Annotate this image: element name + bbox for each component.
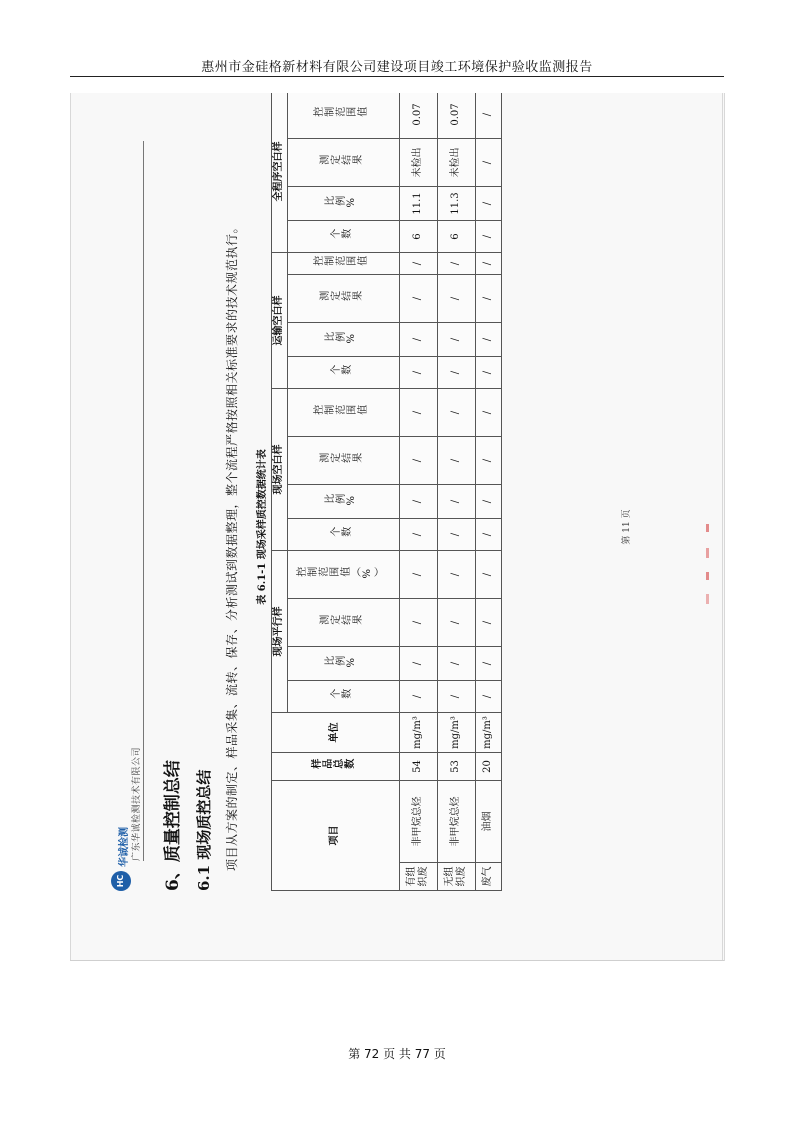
logo-text: 华诚检测 — [119, 827, 130, 867]
cell: / — [475, 389, 501, 437]
cell: / — [475, 253, 501, 275]
cell: / — [399, 681, 437, 713]
cell: / — [475, 681, 501, 713]
cell: / — [437, 275, 475, 323]
sub-result: 测定结果 — [287, 139, 399, 187]
cell: 未检出 — [399, 139, 437, 187]
row-item: 油烟 — [475, 781, 501, 863]
cell: / — [475, 485, 501, 519]
section-title: 6、质量控制总结 — [163, 760, 183, 891]
report-header-title: 惠州市金硅格新材料有限公司建设项目竣工环境保护验收监测报告 — [201, 60, 593, 75]
cell: / — [475, 139, 501, 187]
scan-edge-rule — [722, 93, 723, 961]
cell: 11.1 — [399, 187, 437, 221]
header-rule — [70, 76, 724, 77]
row-unit: mg/m³ — [437, 713, 475, 753]
row-category: 废气 — [475, 863, 501, 891]
cell: / — [475, 647, 501, 681]
header-item: 项目 — [272, 781, 400, 891]
cell: / — [475, 519, 501, 551]
cell: 6 — [399, 221, 437, 253]
sub-ratio: 比例% — [287, 323, 399, 357]
header-full-blank-group: 全程序空白样 — [272, 93, 288, 253]
table-row — [475, 93, 501, 891]
cell: / — [475, 551, 501, 599]
stamp-dash — [706, 594, 709, 604]
cell: / — [437, 519, 475, 551]
logo-badge-icon: HC — [111, 871, 131, 891]
row-unit: mg/m³ — [399, 713, 437, 753]
row-total: 54 — [399, 753, 437, 781]
cell: / — [437, 323, 475, 357]
sub-result: 测定结果 — [287, 437, 399, 485]
cell: / — [475, 357, 501, 389]
scan-bottom-rule — [70, 960, 724, 961]
qc-statistics-table — [271, 93, 502, 891]
intro-paragraph: 项目从方案的制定、样品采集、流转、保存、分析测试到数据整理，整个流程严格按照相关标准要求的技术规范执行。 — [225, 220, 239, 871]
table-caption: 表 6.1-1 现场采样质控数据统计表 — [257, 449, 268, 605]
sub-control: 控制范围值 — [287, 93, 399, 139]
sub-result: 测定结果 — [287, 275, 399, 323]
scanned-page — [70, 93, 725, 961]
sub-control: 控制范围值 — [287, 253, 399, 275]
cell: / — [475, 187, 501, 221]
sub-control-pct: 控制范围值（%） — [287, 551, 399, 599]
cell: 0.07 — [437, 93, 475, 139]
cell: / — [437, 389, 475, 437]
table-header-row — [272, 93, 288, 891]
cell: / — [475, 599, 501, 647]
cell: / — [399, 519, 437, 551]
sub-count: 个数 — [287, 519, 399, 551]
cell: / — [399, 485, 437, 519]
sub-ratio: 比例% — [287, 485, 399, 519]
company-rule — [143, 141, 144, 861]
header-unit: 单位 — [272, 713, 400, 753]
cell: / — [437, 437, 475, 485]
row-category: 无组织废 — [437, 863, 475, 891]
stamp-dash — [706, 572, 709, 580]
scan-page-number: 第 11 页 — [622, 509, 632, 545]
cell: / — [475, 275, 501, 323]
cell: / — [437, 485, 475, 519]
row-total: 20 — [475, 753, 501, 781]
sub-ratio: 比例% — [287, 647, 399, 681]
cell: / — [437, 647, 475, 681]
sub-result: 测定结果 — [287, 599, 399, 647]
cell: / — [475, 221, 501, 253]
sub-count: 个数 — [287, 221, 399, 253]
cell: / — [475, 437, 501, 485]
page-footer: 第 72 页 共 77 页 — [348, 1047, 446, 1061]
cell: 0.07 — [399, 93, 437, 139]
header-sample-total: 样品总数 — [272, 753, 400, 781]
cell: / — [399, 389, 437, 437]
cell: 11.3 — [437, 187, 475, 221]
header-parallel-group: 现场平行样 — [272, 551, 288, 713]
row-item: 非甲烷总烃 — [399, 781, 437, 863]
cell: / — [399, 437, 437, 485]
red-stamp-edge-mark — [705, 520, 711, 610]
table-row — [399, 93, 437, 891]
cell: / — [399, 323, 437, 357]
cell: / — [437, 357, 475, 389]
cell: / — [475, 323, 501, 357]
stamp-dash — [706, 524, 709, 532]
cell: / — [437, 681, 475, 713]
header-transport-blank-group: 运输空白样 — [272, 253, 288, 389]
cell: / — [399, 253, 437, 275]
cell: 6 — [437, 221, 475, 253]
company-name: 广东华诚检测技术有限公司 — [132, 746, 142, 861]
cell: / — [437, 551, 475, 599]
header-field-blank-group: 现场空白样 — [272, 389, 288, 551]
table-row — [437, 93, 475, 891]
cell: / — [475, 93, 501, 139]
row-total: 53 — [437, 753, 475, 781]
cell: / — [437, 253, 475, 275]
rotated-scan-content — [71, 93, 724, 961]
sub-count: 个数 — [287, 357, 399, 389]
row-category: 有组织废 — [399, 863, 437, 891]
cell: / — [399, 275, 437, 323]
cell: / — [399, 647, 437, 681]
stamp-dash — [706, 548, 709, 558]
subsection-title: 6.1 现场质控总结 — [195, 769, 213, 891]
cell: / — [399, 599, 437, 647]
sub-count: 个数 — [287, 681, 399, 713]
cell: / — [399, 551, 437, 599]
cell: / — [399, 357, 437, 389]
row-unit: mg/m³ — [475, 713, 501, 753]
sub-ratio: 比例% — [287, 187, 399, 221]
cell: 未检出 — [437, 139, 475, 187]
row-item: 非甲烷总烃 — [437, 781, 475, 863]
sub-control: 控制范围值 — [287, 389, 399, 437]
cell: / — [437, 599, 475, 647]
